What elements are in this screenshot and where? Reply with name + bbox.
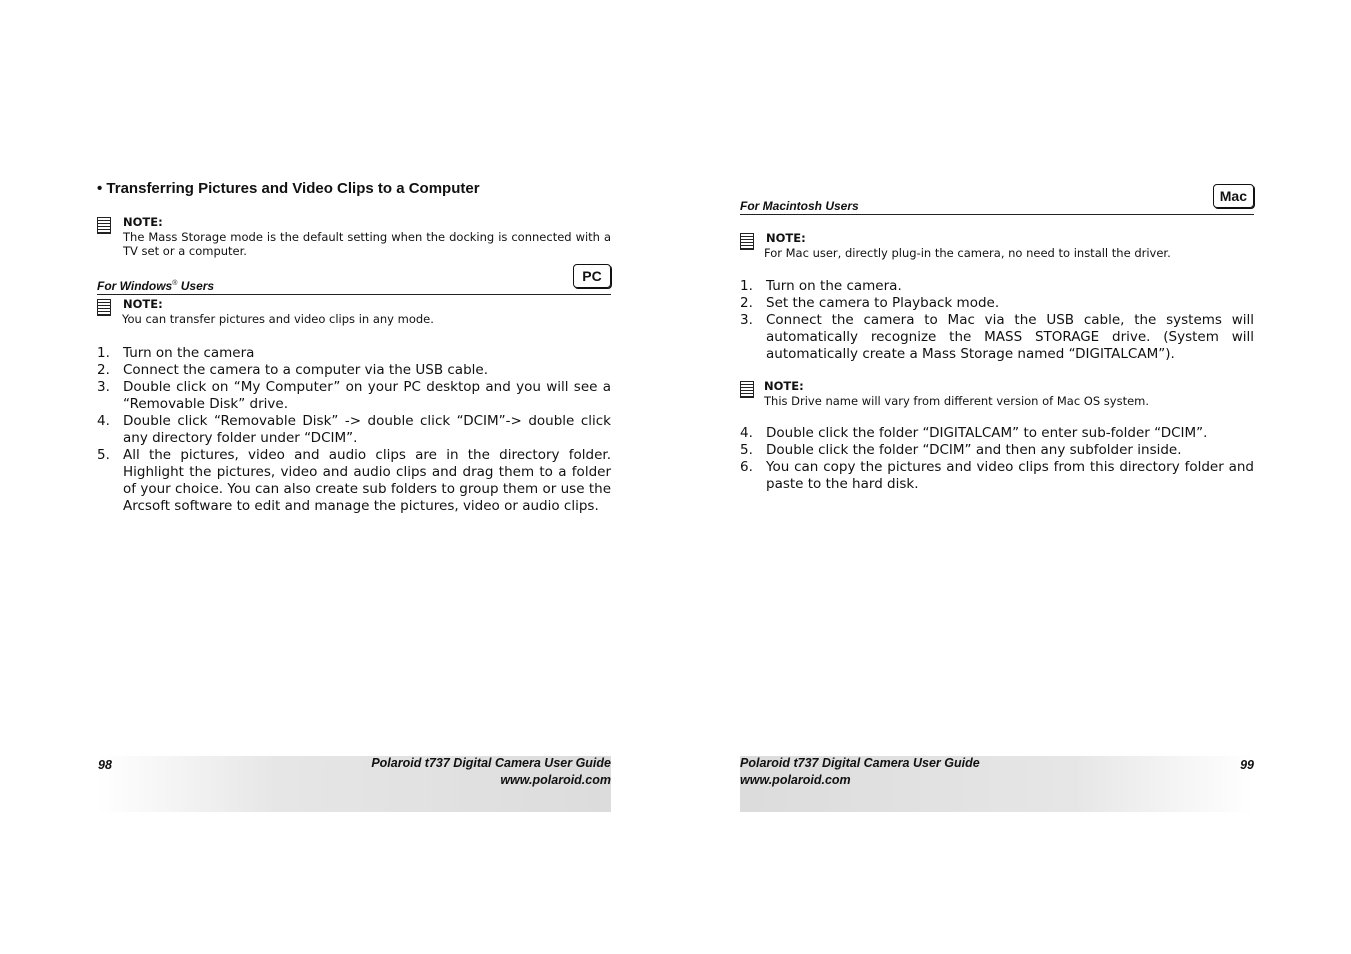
step-text: All the pictures, video and audio clips are in the directory folder. Highlight the pictures, video and audio clips and drag them to a folder of your choice. You can also create sub folders to group them or use the Arcsoft software to edit and manage the pictures, video or audio clips. xyxy=(123,447,611,514)
note-label: NOTE: xyxy=(123,215,163,229)
step-text: Turn on the camera. xyxy=(766,278,902,294)
note-text: You can transfer pictures and video clips in any mode. xyxy=(122,312,434,326)
footer-guide-title: Polaroid t737 Digital Camera User Guide xyxy=(371,756,611,770)
note-text: This Drive name will vary from different version of Mac OS system. xyxy=(764,394,1150,408)
footer-guide-info xyxy=(740,755,980,789)
step-item xyxy=(740,425,1254,442)
note-icon xyxy=(97,217,111,234)
footer-guide-info xyxy=(371,755,611,789)
note-icon xyxy=(740,381,754,398)
step-item xyxy=(97,362,611,379)
mac-users-heading xyxy=(740,184,1254,215)
step-number: 4. xyxy=(740,425,753,441)
step-item xyxy=(740,312,1254,363)
step-item xyxy=(97,413,611,447)
step-number: 5. xyxy=(740,442,753,458)
step-item xyxy=(97,345,611,362)
note-text: The Mass Storage mode is the default setting when the docking is connected with a TV set or a computer. xyxy=(123,230,611,258)
step-item xyxy=(740,278,1254,295)
step-text: Double click “Removable Disk” -> double click “DCIM”-> double click any directory folder under “DCIM”. xyxy=(123,413,611,446)
note-mass-storage xyxy=(97,215,611,261)
step-number: 6. xyxy=(740,459,753,475)
windows-users-label: For Windows® Users xyxy=(97,279,215,293)
note-label: NOTE: xyxy=(123,297,163,311)
step-text: Set the camera to Playback mode. xyxy=(766,295,1000,311)
footer-guide-title: Polaroid t737 Digital Camera User Guide xyxy=(740,756,980,770)
step-text: Connect the camera to a computer via the USB cable. xyxy=(123,362,488,378)
step-text: Double click on “My Computer” on your PC desktop and you will see a “Removable Disk” drive. xyxy=(123,379,611,412)
mac-steps-list-a xyxy=(740,278,1254,363)
step-item xyxy=(740,442,1254,459)
footer-page-number: 99 xyxy=(1240,758,1254,772)
step-text: You can copy the pictures and video clips from this directory folder and paste to the hard disk. xyxy=(766,459,1254,492)
step-number: 3. xyxy=(740,312,753,328)
step-text: Double click the folder “DCIM” and then any subfolder inside. xyxy=(766,442,1182,458)
note-label: NOTE: xyxy=(766,231,806,245)
footer-page-number: 98 xyxy=(98,758,112,772)
note-icon xyxy=(740,233,754,250)
note-text: For Mac user, directly plug-in the camera, no need to install the driver. xyxy=(764,246,1171,260)
step-number: 5. xyxy=(97,447,110,463)
note-label: NOTE: xyxy=(764,379,804,393)
pc-tag: PC xyxy=(573,264,611,288)
step-number: 2. xyxy=(740,295,753,311)
step-number: 2. xyxy=(97,362,110,378)
step-text: Turn on the camera xyxy=(123,345,255,361)
step-item xyxy=(97,447,611,515)
section-title: • Transferring Pictures and Video Clips to a Computer xyxy=(97,180,480,197)
note-mac-driver xyxy=(740,231,1254,265)
step-number: 1. xyxy=(97,345,110,361)
windows-steps-list xyxy=(97,345,611,515)
mac-steps-list-b xyxy=(740,425,1254,493)
note-any-mode xyxy=(97,297,611,331)
step-number: 1. xyxy=(740,278,753,294)
mac-tag: Mac xyxy=(1213,184,1254,208)
mac-users-label: For Macintosh Users xyxy=(740,199,859,213)
step-item xyxy=(97,379,611,413)
windows-users-heading xyxy=(97,264,611,295)
step-item xyxy=(740,459,1254,493)
step-text: Connect the camera to Mac via the USB cable, the systems will automatically recognize the MASS STORAGE drive. (System will automatically create a Mass Storage named “DIGITALCAM”). xyxy=(766,312,1254,362)
footer-url: www.polaroid.com xyxy=(740,773,851,787)
step-text: Double click the folder “DIGITALCAM” to enter sub-folder “DCIM”. xyxy=(766,425,1208,441)
note-icon xyxy=(97,299,111,316)
footer-url: www.polaroid.com xyxy=(500,773,611,787)
step-item xyxy=(740,295,1254,312)
step-number: 3. xyxy=(97,379,110,395)
note-drive-name xyxy=(740,379,1254,413)
step-number: 4. xyxy=(97,413,110,429)
